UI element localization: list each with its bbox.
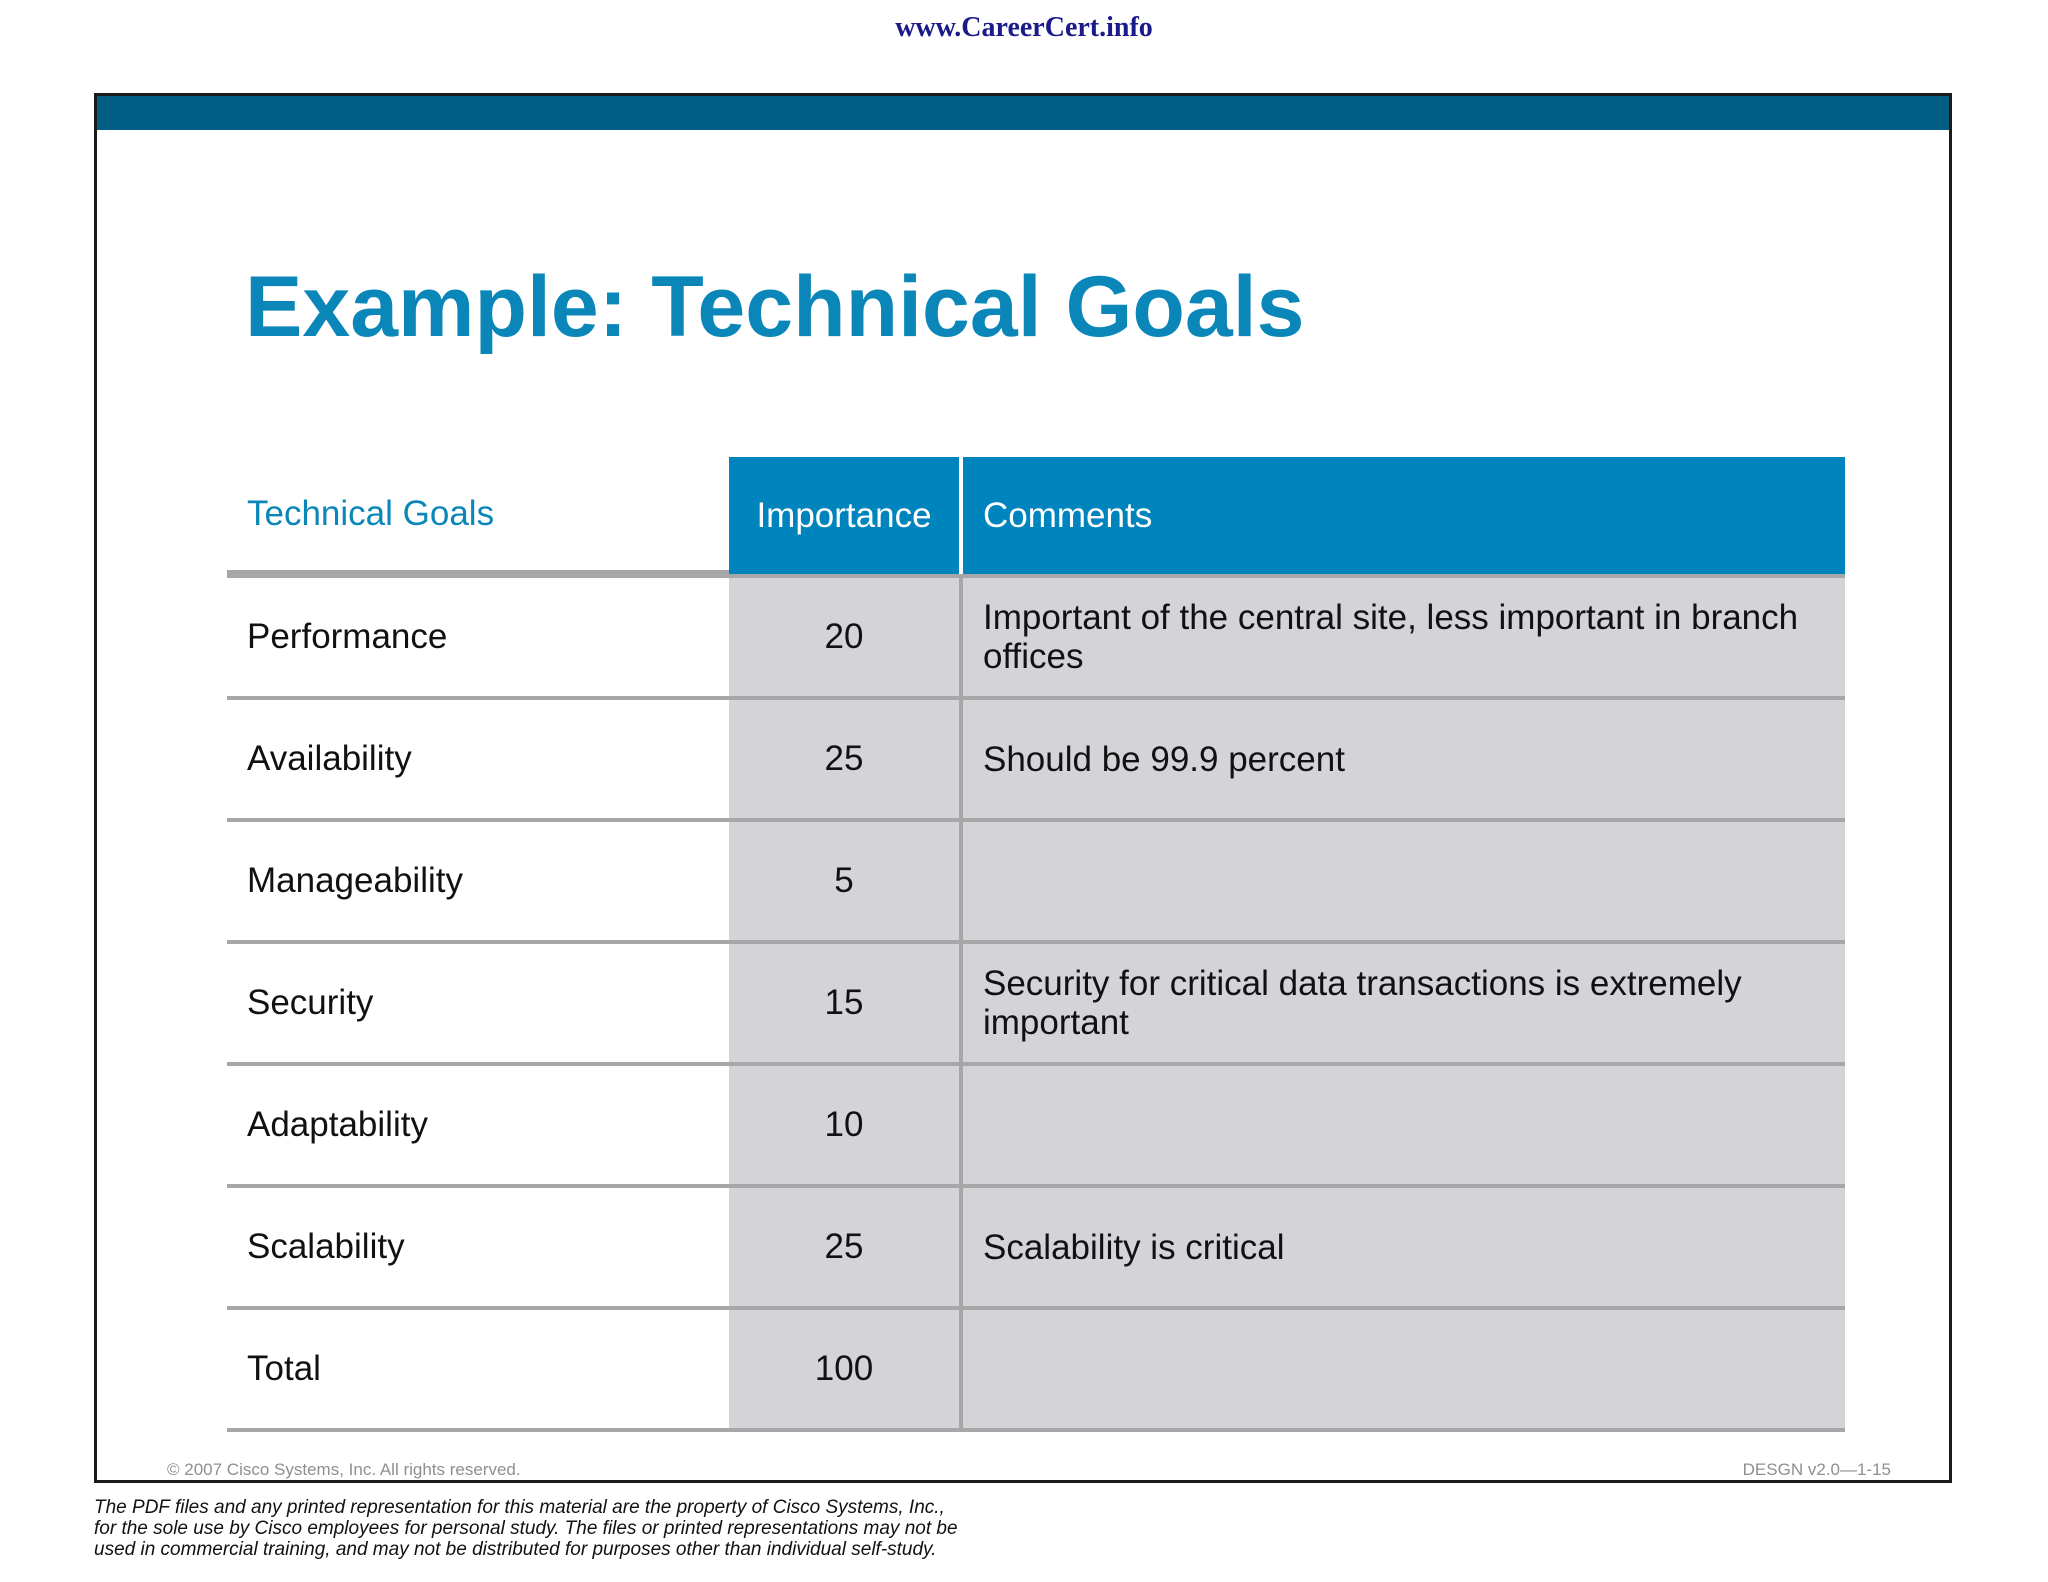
slide [94,93,1952,1483]
slide-title: Example: Technical Goals [245,259,1305,355]
comment-cell: Should be 99.9 percent [959,700,1845,818]
comment-cell: Security for critical data transactions is extremely important [959,944,1845,1062]
slide-id: DESGN v2.0—1-15 [1742,1460,1891,1479]
comment-cell [959,1310,1845,1428]
disclaimer-line: The PDF files and any printed representation for this material are the property of Cisco Systems, Inc., [94,1497,945,1518]
table-row [227,1062,1845,1184]
goal-cell: Total [247,1349,321,1388]
technical-goals-table [227,457,1845,1432]
column-header-importance: Importance [729,457,959,574]
table-row [227,940,1845,1062]
disclaimer [94,1497,1294,1560]
table-row [227,1184,1845,1306]
copyright-text: © 2007 Cisco Systems, Inc. All rights reserved. [167,1460,521,1479]
column-header-technical-goals: Technical Goals [227,457,729,574]
goal-cell: Adaptability [247,1105,428,1144]
slide-top-bar [97,96,1949,130]
goal-cell: Scalability [247,1227,405,1266]
importance-cell: 15 [729,944,959,1062]
importance-cell: 100 [729,1310,959,1428]
comment-cell [959,1066,1845,1184]
importance-cell: 20 [729,578,959,696]
importance-cell: 10 [729,1066,959,1184]
disclaimer-line: used in commercial training, and may not be distributed for purposes other than individual self-study. [94,1539,937,1560]
comment-cell [959,822,1845,940]
goal-cell: Availability [247,739,412,778]
table-row [227,696,1845,818]
column-header-comments: Comments [959,457,1845,574]
comment-cell: Important of the central site, less important in branch offices [959,578,1845,696]
importance-cell: 25 [729,1188,959,1306]
table-row [227,818,1845,940]
disclaimer-line: for the sole use by Cisco employees for personal study. The files or printed representations may not be [94,1518,958,1539]
table-row-total [227,1306,1845,1432]
goal-cell: Security [247,983,374,1022]
goal-cell: Performance [247,617,448,656]
importance-cell: 5 [729,822,959,940]
site-url: www.CareerCert.info [895,12,1153,43]
comment-cell: Scalability is critical [959,1188,1845,1306]
table-row [227,574,1845,696]
goal-cell: Manageability [247,861,463,900]
importance-cell: 25 [729,700,959,818]
table-header-row [227,457,1845,574]
